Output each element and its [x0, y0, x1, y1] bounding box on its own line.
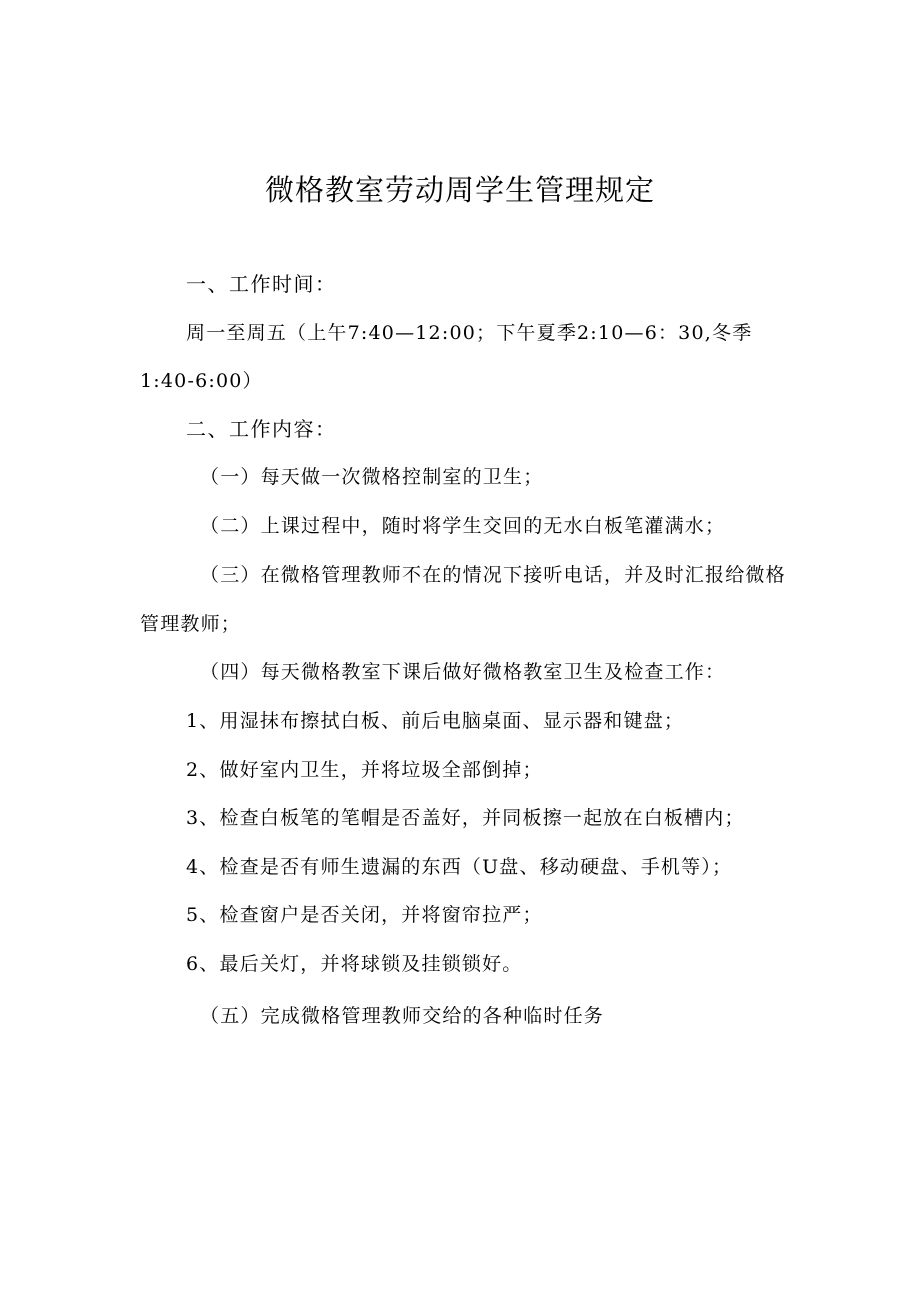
step-item-1: 1、用湿抹布擦拭白板、前后电脑桌面、显示器和键盘； — [186, 710, 685, 732]
content-item-3-line-1: （三）在微格管理教师不在的情况下接听电话，并及时汇报给微格 — [200, 564, 786, 586]
step-item-5: 5、检查窗户是否关闭，并将窗帘拉严； — [186, 904, 543, 926]
page-title: 微格教室劳动周学生管理规定 — [264, 173, 655, 207]
content-item-1: （一）每天做一次微格控制室的卫生； — [200, 466, 544, 488]
work-time-line-2: 1:40-6:00） — [140, 370, 263, 392]
section-heading-work-content: 二、工作内容： — [186, 417, 337, 441]
step-item-6: 6、最后关灯，并将球锁及挂锁锁好。 — [186, 953, 523, 975]
content-item-5: （五）完成微格管理教师交给的各种临时任务 — [200, 1005, 605, 1027]
step-item-3: 3、检查白板笔的笔帽是否盖好，并同板擦一起放在白板槽内； — [186, 807, 745, 829]
work-time-line-1: 周一至周五（上午7:40—12:00；下午夏季2:10—6：30,冬季 — [186, 322, 753, 344]
content-item-2: （二）上课过程中，随时将学生交回的无水白板笔灌满水； — [200, 515, 726, 537]
content-item-4: （四）每天微格教室下课后做好微格教室卫生及检查工作： — [200, 661, 726, 683]
step-item-4: 4、检查是否有师生遗漏的东西（U盘、移动硬盘、手机等）； — [186, 856, 733, 878]
content-item-3-line-2: 管理教师； — [140, 613, 242, 635]
step-item-2: 2、做好室内卫生，并将垃圾全部倒掉； — [186, 759, 543, 781]
section-heading-work-time: 一、工作时间： — [186, 272, 337, 296]
